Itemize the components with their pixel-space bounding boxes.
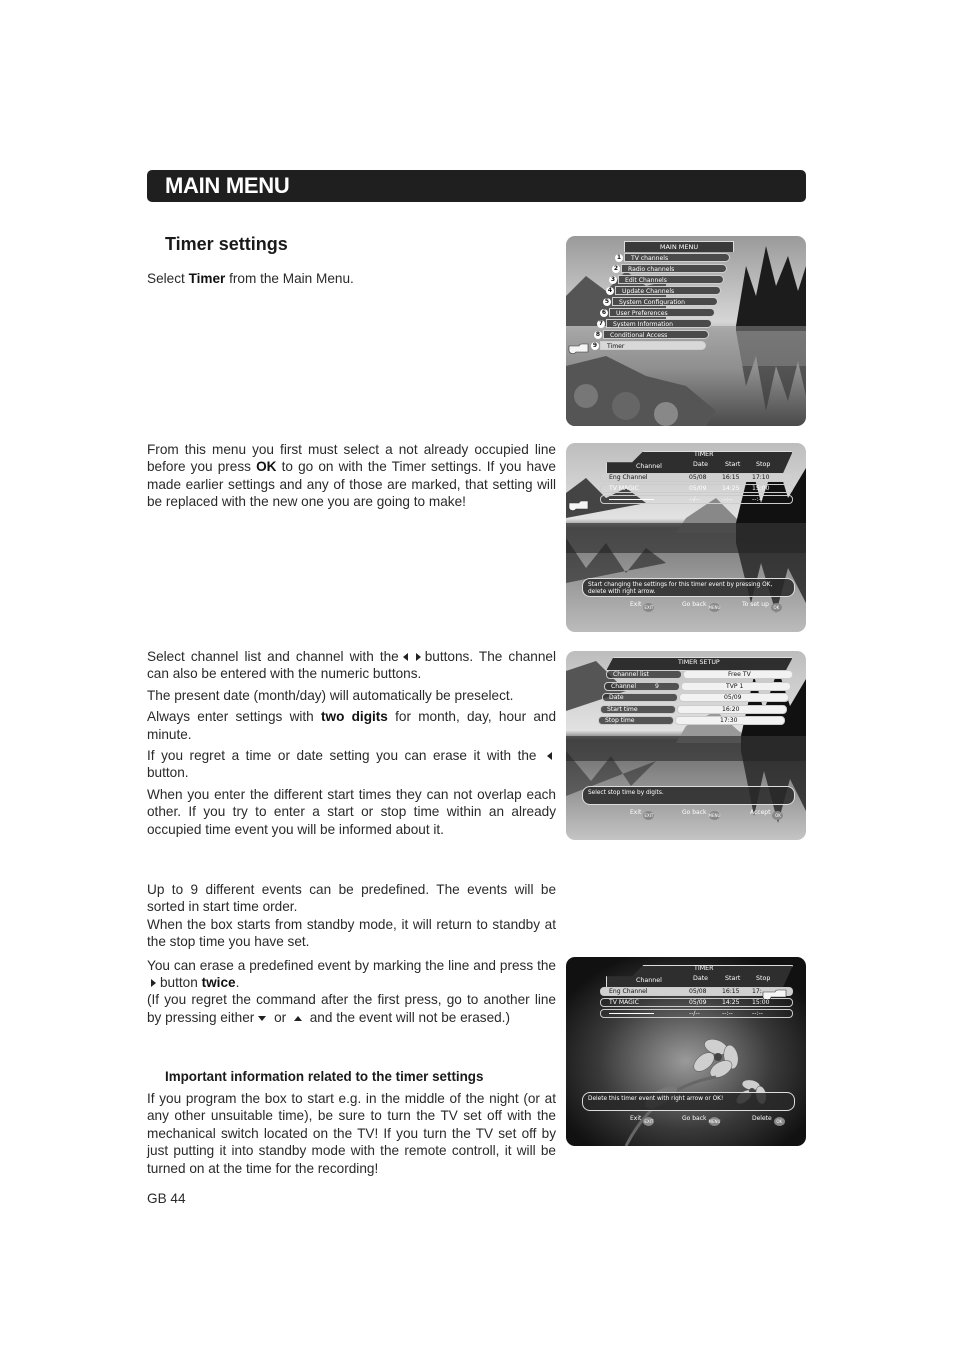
col-start: Start <box>725 975 741 982</box>
timer-cell-start: --:-- <box>722 1010 733 1017</box>
ok-keyword: OK <box>256 459 277 475</box>
menu-item[interactable]: System Configuration <box>612 297 718 306</box>
timer-cell-channel: TV MAGIC <box>609 999 639 1006</box>
osd-timer-title: TIMER <box>694 965 714 972</box>
timer-setup-paragraph: Select channel list and channel with the buttons. The channel can also be entered with the numeric buttons. The present date (month/day) will automatically be preselect. Always enter settings with two digits for month, day, hour and minute. If you regret a time or date setting you can erase it with the button. When you enter the different start times they can not overlap each other. If you try to enter a start or stop time within an already occupied time event you will be informed about it. <box>147 649 557 837</box>
down-arrow-icon <box>258 1016 266 1021</box>
timer-list-screenshot <box>566 443 806 632</box>
menu-number-badge: 4 <box>607 287 613 294</box>
setup-field-label: Stop time <box>598 716 674 725</box>
menu-number-badge: 1 <box>616 254 622 261</box>
menu-item[interactable]: Timer <box>600 341 706 350</box>
events-paragraph: Up to 9 different events can be predefined. The events will be sorted in start time order. When the box starts from standby mode, it will return to standby at the stop time you have set. You can erase a predefined event by marking the line and press thebutton twice. (If you regret the command after the first press, go to another line by pressing either or and the event will not be erased.) <box>147 882 556 1025</box>
timer-row[interactable] <box>600 484 793 493</box>
exit-key-icon: EXIT <box>644 1119 654 1124</box>
timer-cell-channel <box>609 1013 654 1014</box>
timer-cell-start: --:-- <box>722 496 733 503</box>
timer-row[interactable] <box>600 473 793 482</box>
timer-cell-stop: 17: <box>752 988 762 995</box>
right-arrow-icon <box>151 979 156 987</box>
important-title: Important information related to the timer settings <box>165 1069 484 1084</box>
menu-key-icon: MENU <box>708 813 721 818</box>
menu-key-icon: MENU <box>708 605 721 610</box>
page-title: MAIN MENU <box>165 173 290 198</box>
menu-item[interactable]: User Preferences <box>609 308 715 317</box>
timer-list-paragraph: From this menu you first must select a not already occupied line before you press OK to go on with the Timer settings. If you have made earlier settings and any of those are marked, that setting will be replaced with the new one you are going to make! <box>147 442 556 510</box>
setup-field-value[interactable]: TVP 1 <box>681 682 791 691</box>
menu-number-badge: 5 <box>604 298 610 305</box>
timer-cell-stop: 17:10 <box>752 474 770 481</box>
timer-cell-stop: --:-- <box>752 496 763 503</box>
timer-cell-date: 05/08 <box>689 474 707 481</box>
timer-cell-channel: Eng Channel <box>609 474 648 481</box>
accept-button[interactable]: Accept OK <box>750 809 770 816</box>
left-arrow-icon <box>403 653 408 661</box>
timer-cell-date: 05/09 <box>689 999 707 1006</box>
go-back-button[interactable]: Go back MENU <box>682 601 721 610</box>
hand-pointer-icon <box>568 340 590 354</box>
menu-item[interactable]: Conditional Access <box>603 330 709 339</box>
timer-cell-channel: TV MAGIC <box>609 485 639 492</box>
col-stop: Stop <box>756 975 771 982</box>
go-back-button[interactable]: Go back MENU <box>682 1115 721 1124</box>
delete-button[interactable]: Delete OK <box>752 1115 772 1122</box>
setup-field-value[interactable]: 05/09 <box>679 693 789 702</box>
menu-number-badge: 3 <box>610 276 616 283</box>
osd-timer-setup-title: TIMER SETUP <box>678 659 720 666</box>
menu-number-badge: 2 <box>613 265 619 272</box>
setup-field-value[interactable]: 17:30 <box>675 716 785 725</box>
exit-button[interactable]: Exit EXIT <box>630 1115 654 1124</box>
menu-number-badge: 8 <box>595 331 601 338</box>
exit-button[interactable]: Exit EXIT <box>630 601 654 610</box>
menu-item[interactable]: Radio channels <box>621 264 727 273</box>
setup-field-label: Start time <box>600 705 676 714</box>
setup-field-value[interactable]: 16:20 <box>677 705 787 714</box>
menu-number-badge: 7 <box>598 320 604 327</box>
timer-cell-channel <box>609 499 654 500</box>
exit-key-icon: EXIT <box>644 605 654 610</box>
setup-field-label: Channel list <box>606 670 682 679</box>
exit-key-icon: EXIT <box>644 813 654 818</box>
intro-paragraph: Select Timer from the Main Menu. <box>147 271 354 286</box>
setup-field-label: Date <box>602 693 678 702</box>
timer-setup-screenshot <box>566 651 806 840</box>
timer-cell-date: --/-- <box>689 1010 700 1017</box>
menu-number-badge: 6 <box>601 309 607 316</box>
setup-field-value[interactable]: Free TV <box>683 670 793 679</box>
page-number: GB 44 <box>147 1191 186 1206</box>
osd-button-bar <box>566 807 806 821</box>
menu-item[interactable]: Update Channels <box>615 286 721 295</box>
exit-button[interactable]: Exit EXIT <box>630 809 654 818</box>
timer-row[interactable] <box>600 998 793 1007</box>
left-arrow-icon <box>547 752 552 760</box>
important-text: If you program the box to start e.g. in the middle of the night (or at any other unsuitable time), be sure to turn the TV set off with the mechanical switch located on the TV! If you turn the TV set off by just putting it into standby mode with the remote controll, it will be turned on at the time for the recording! <box>147 1091 556 1176</box>
timer-cell-date: 05/08 <box>689 988 707 995</box>
osd-menu-title: MAIN MENU <box>624 241 734 252</box>
timer-cell-start: 16:15 <box>722 474 740 481</box>
hand-pointer-icon <box>762 987 792 999</box>
up-arrow-icon <box>294 1016 302 1021</box>
ok-key-icon: OK <box>774 1117 785 1126</box>
timer-cell-start: 16:15 <box>722 988 740 995</box>
setup-field-label: Channel 9 <box>604 682 680 691</box>
menu-key-icon: MENU <box>708 1119 721 1124</box>
col-date: Date <box>693 975 709 982</box>
menu-item[interactable]: System Information <box>606 319 712 328</box>
go-back-button[interactable]: Go back MENU <box>682 809 721 818</box>
ok-key-icon: OK <box>771 603 782 612</box>
main-menu-banner <box>147 170 806 202</box>
col-start: Start <box>725 461 741 468</box>
osd-message: Delete this timer event with right arrow or OK! <box>582 1092 795 1111</box>
timer-cell-start: 14:25 <box>722 485 740 492</box>
timer-cell-stop: 15:00 <box>752 485 770 492</box>
hand-pointer-icon <box>568 497 590 511</box>
col-channel: Channel <box>636 463 662 470</box>
timer-cell-stop: 15:00 <box>752 999 770 1006</box>
menu-item[interactable]: TV channels <box>624 253 730 262</box>
set-up-button[interactable]: To set up OK <box>742 601 769 608</box>
channel-number: 9 <box>655 682 659 690</box>
osd-message: Start changing the settings for this timer event by pressing OK, delete with right arrow. <box>582 578 795 597</box>
osd-message: Select stop time by digits. <box>582 786 795 805</box>
menu-number-badge: 9 <box>592 342 598 349</box>
timer-cell-stop: --:-- <box>752 1010 763 1017</box>
main-menu-screenshot <box>566 236 806 426</box>
col-stop: Stop <box>756 461 771 468</box>
timer-row[interactable] <box>600 495 793 504</box>
timer-row[interactable] <box>600 1009 793 1018</box>
col-channel: Channel <box>636 977 662 984</box>
timer-delete-screenshot <box>566 957 806 1146</box>
section-title: Timer settings <box>165 234 288 254</box>
ok-key-icon: OK <box>772 811 783 820</box>
timer-cell-channel: Eng Channel <box>609 988 648 995</box>
osd-timer-title: TIMER <box>694 451 714 458</box>
menu-item[interactable]: Edit Channels <box>618 275 724 284</box>
right-arrow-icon <box>416 653 421 661</box>
timer-keyword: Timer <box>188 271 226 286</box>
timer-cell-start: 14:25 <box>722 999 740 1006</box>
timer-cell-date: 05/09 <box>689 485 707 492</box>
osd-button-bar <box>566 599 806 613</box>
timer-cell-date: --/-- <box>689 496 700 503</box>
col-date: Date <box>693 461 709 468</box>
osd-button-bar <box>566 1113 806 1127</box>
